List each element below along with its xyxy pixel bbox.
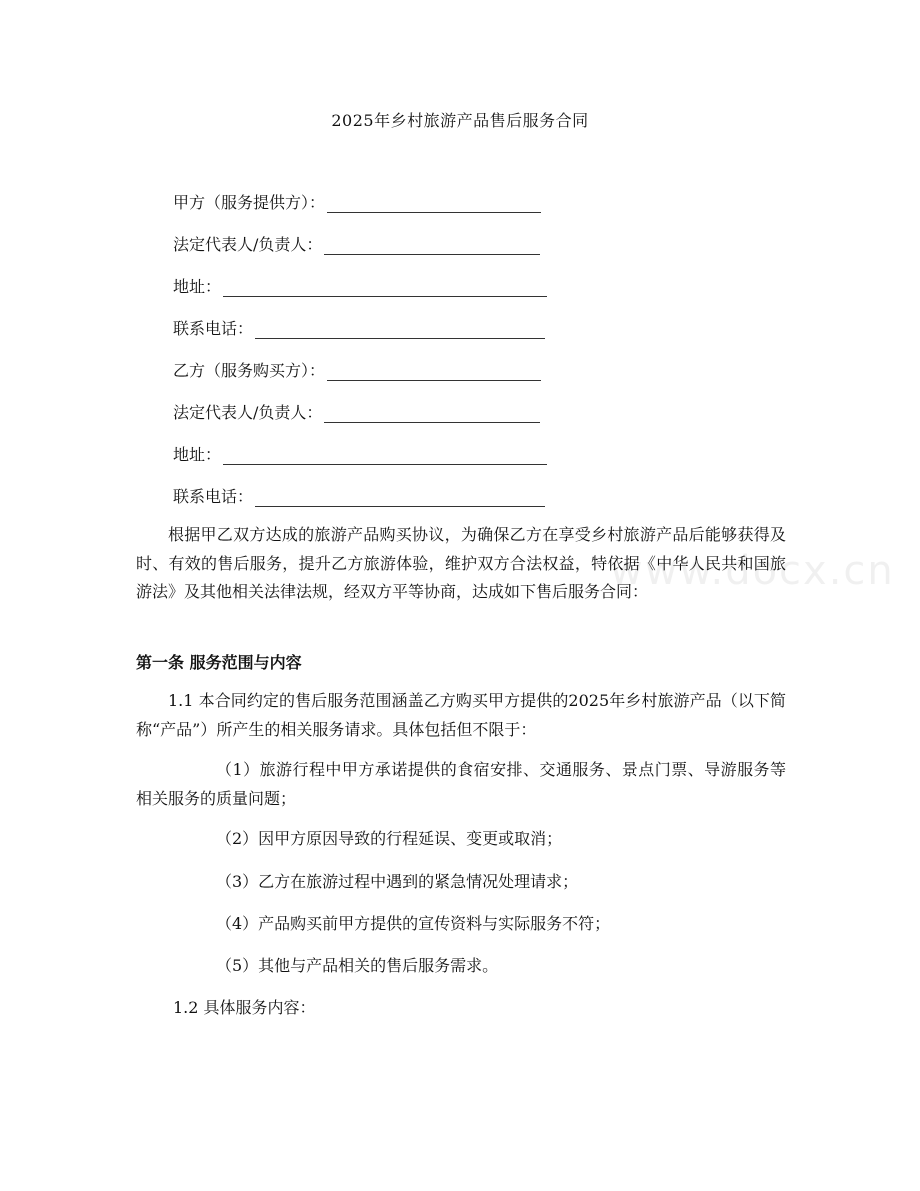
preamble-paragraph: 根据甲乙双方达成的旅游产品购买协议，为确保乙方在享受乡村旅游产品后能够获得及时、有效的售后服务，提升乙方旅游体验，维护双方合法权益，特依据《中华人民共和国旅游法》及其他相关法律法规，经双方平等协商，达成如下售后服务合同：: [136, 525, 786, 601]
article-1-heading: 第一条 服务范围与内容: [136, 653, 302, 672]
party-a-phone-blank[interactable]: [255, 324, 545, 339]
party-b-name-label: 乙方（服务购买方）：: [173, 361, 326, 380]
scope-item-3: （3）乙方在旅游过程中遇到的紧急情况处理请求；: [216, 872, 579, 891]
party-a-address-field: [173, 274, 547, 297]
party-a-rep-blank[interactable]: [324, 240, 540, 255]
party-b-address-label: 地址：: [173, 445, 222, 464]
party-b-address-field: [173, 442, 547, 465]
party-b-rep-blank[interactable]: [324, 408, 540, 423]
scope-item-5: （5）其他与产品相关的售后服务需求。: [216, 956, 499, 975]
party-a-phone-label: 联系电话：: [173, 319, 254, 338]
scope-item-4: （4）产品购买前甲方提供的宣传资料与实际服务不符；: [216, 914, 611, 933]
party-b-rep-field: [173, 400, 540, 423]
party-a-phone-field: [173, 316, 545, 339]
party-b-name-blank[interactable]: [327, 366, 541, 381]
party-a-address-blank[interactable]: [223, 282, 547, 297]
party-a-name-blank[interactable]: [327, 198, 541, 213]
party-a-name-field: [173, 190, 541, 213]
party-a-rep-label: 法定代表人/负责人：: [173, 235, 323, 254]
clause-1-2: 1.2 具体服务内容：: [173, 998, 316, 1017]
party-b-phone-field: [173, 484, 545, 507]
party-a-address-label: 地址：: [173, 277, 222, 296]
watermark: www.docx.cn: [610, 548, 895, 594]
party-b-name-field: [173, 358, 541, 381]
party-b-phone-label: 联系电话：: [173, 487, 254, 506]
scope-item-2: （2）因甲方原因导致的行程延误、变更或取消；: [216, 829, 563, 848]
party-a-rep-field: [173, 232, 540, 255]
party-b-rep-label: 法定代表人/负责人：: [173, 403, 323, 422]
party-a-name-label: 甲方（服务提供方）：: [173, 193, 326, 212]
party-b-phone-blank[interactable]: [255, 492, 545, 507]
document-title: 2025年乡村旅游产品售后服务合同: [331, 111, 589, 130]
clause-1-1: 1.1 本合同约定的售后服务范围涵盖乙方购买甲方提供的2025年乡村旅游产品（以下简称“产品”）所产生的相关服务请求。具体包括但不限于：: [136, 691, 786, 739]
party-b-address-blank[interactable]: [223, 450, 547, 465]
scope-item-1: （1）旅游行程中甲方承诺提供的食宿安排、交通服务、景点门票、导游服务等相关服务的质量问题；: [136, 760, 786, 808]
